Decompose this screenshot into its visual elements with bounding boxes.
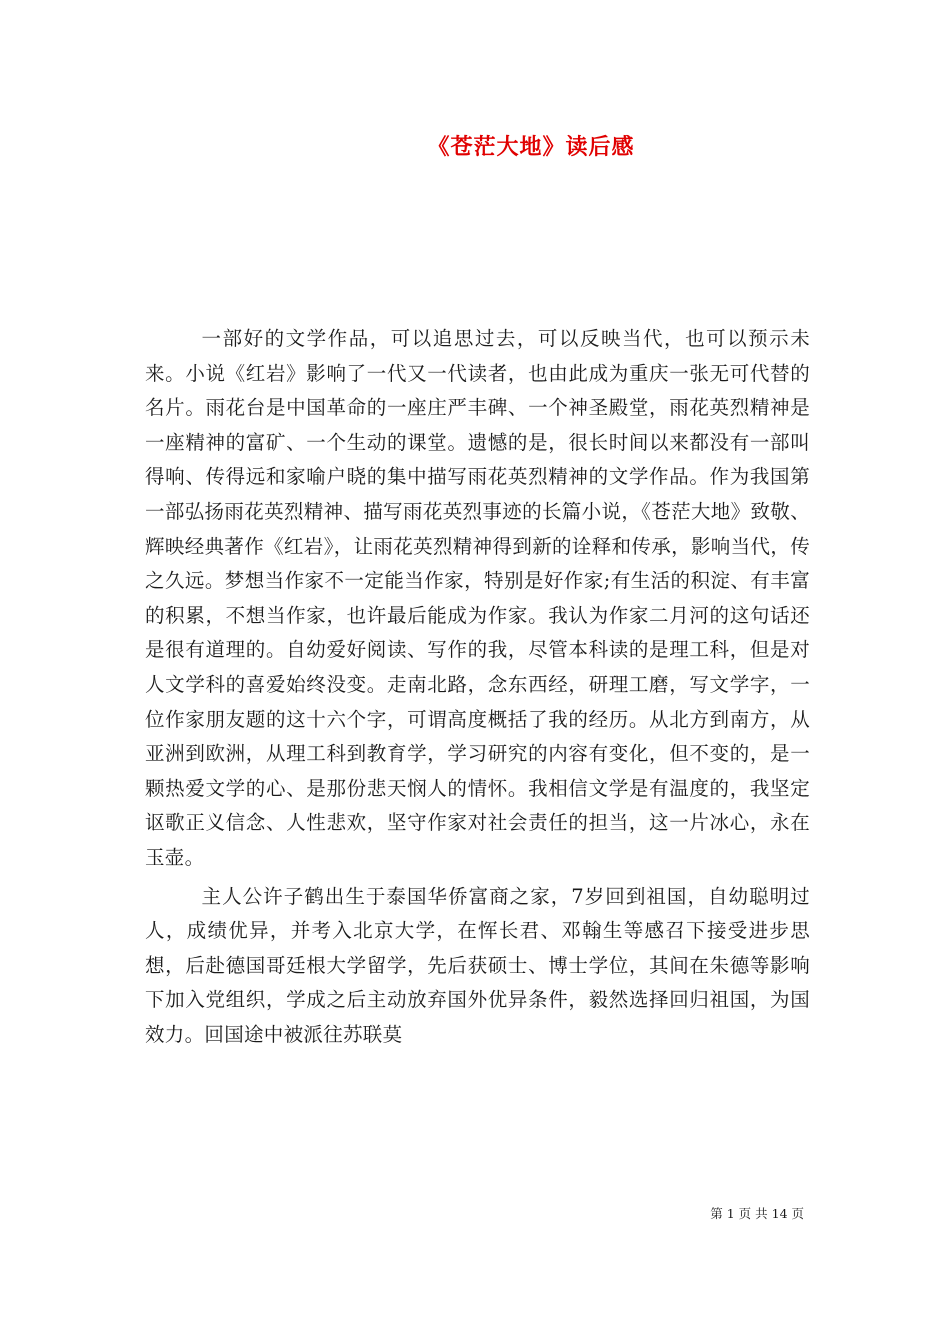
document-title: 《苍茫大地》读后感 xyxy=(427,134,635,160)
page-number-footer: 第 1 页 共 14 页 xyxy=(710,1206,804,1221)
paragraph-2: 主人公许子鹤出生于泰国华侨富商之家，7岁回到祖国，自幼聪明过人，成绩优异，并考入北京大学，在恽长君、邓翰生等感召下接受进步思想，后赴德国哥廷根大学留学，先后获硕士、博士学位，其间在朱德等影响下加入党组织，学成之后主动放弃国外优异条件，毅然选择回归祖国，为国效力。回国途中被派往苏联莫 xyxy=(145,884,810,1046)
document-body xyxy=(145,322,810,1056)
paragraph-1: 一部好的文学作品，可以追思过去，可以反映当代，也可以预示未来。小说《红岩》影响了一代又一代读者，也由此成为重庆一张无可代替的名片。雨花台是中国革命的一座庄严丰碑、一个神圣殿堂，雨花英烈精神是一座精神的富矿、一个生动的课堂。遗憾的是，很长时间以来都没有一部叫得响、传得远和家喻户晓的集中描写雨花英烈精神的文学作品。作为我国第一部弘扬雨花英烈精神、描写雨花英烈事迹的长篇小说，《苍茫大地》致敬、辉映经典著作《红岩》，让雨花英烈精神得到新的诠释和传承，影响当代，传之久远。梦想当作家不一定能当作家，特别是好作家;有生活的积淀、有丰富的积累，不想当作家，也许最后能成为作家。我认为作家二月河的这句话还是很有道理的。自幼爱好阅读、写作的我，尽管本科读的是理工科，但是对人文学科的喜爱始终没变。走南北路，念东西经，研理工磨，写文学字，一位作家朋友题的这十六个字，可谓高度概括了我的经历。从北方到南方，从亚洲到欧洲，从理工科到教育学，学习研究的内容有变化，但不变的，是一颗热爱文学的心、是那份悲天悯人的情怀。我相信文学是有温度的，我坚定讴歌正义信念、人性悲欢，坚守作家对社会责任的担当，这一片冰心，永在玉壶。 xyxy=(145,327,810,869)
